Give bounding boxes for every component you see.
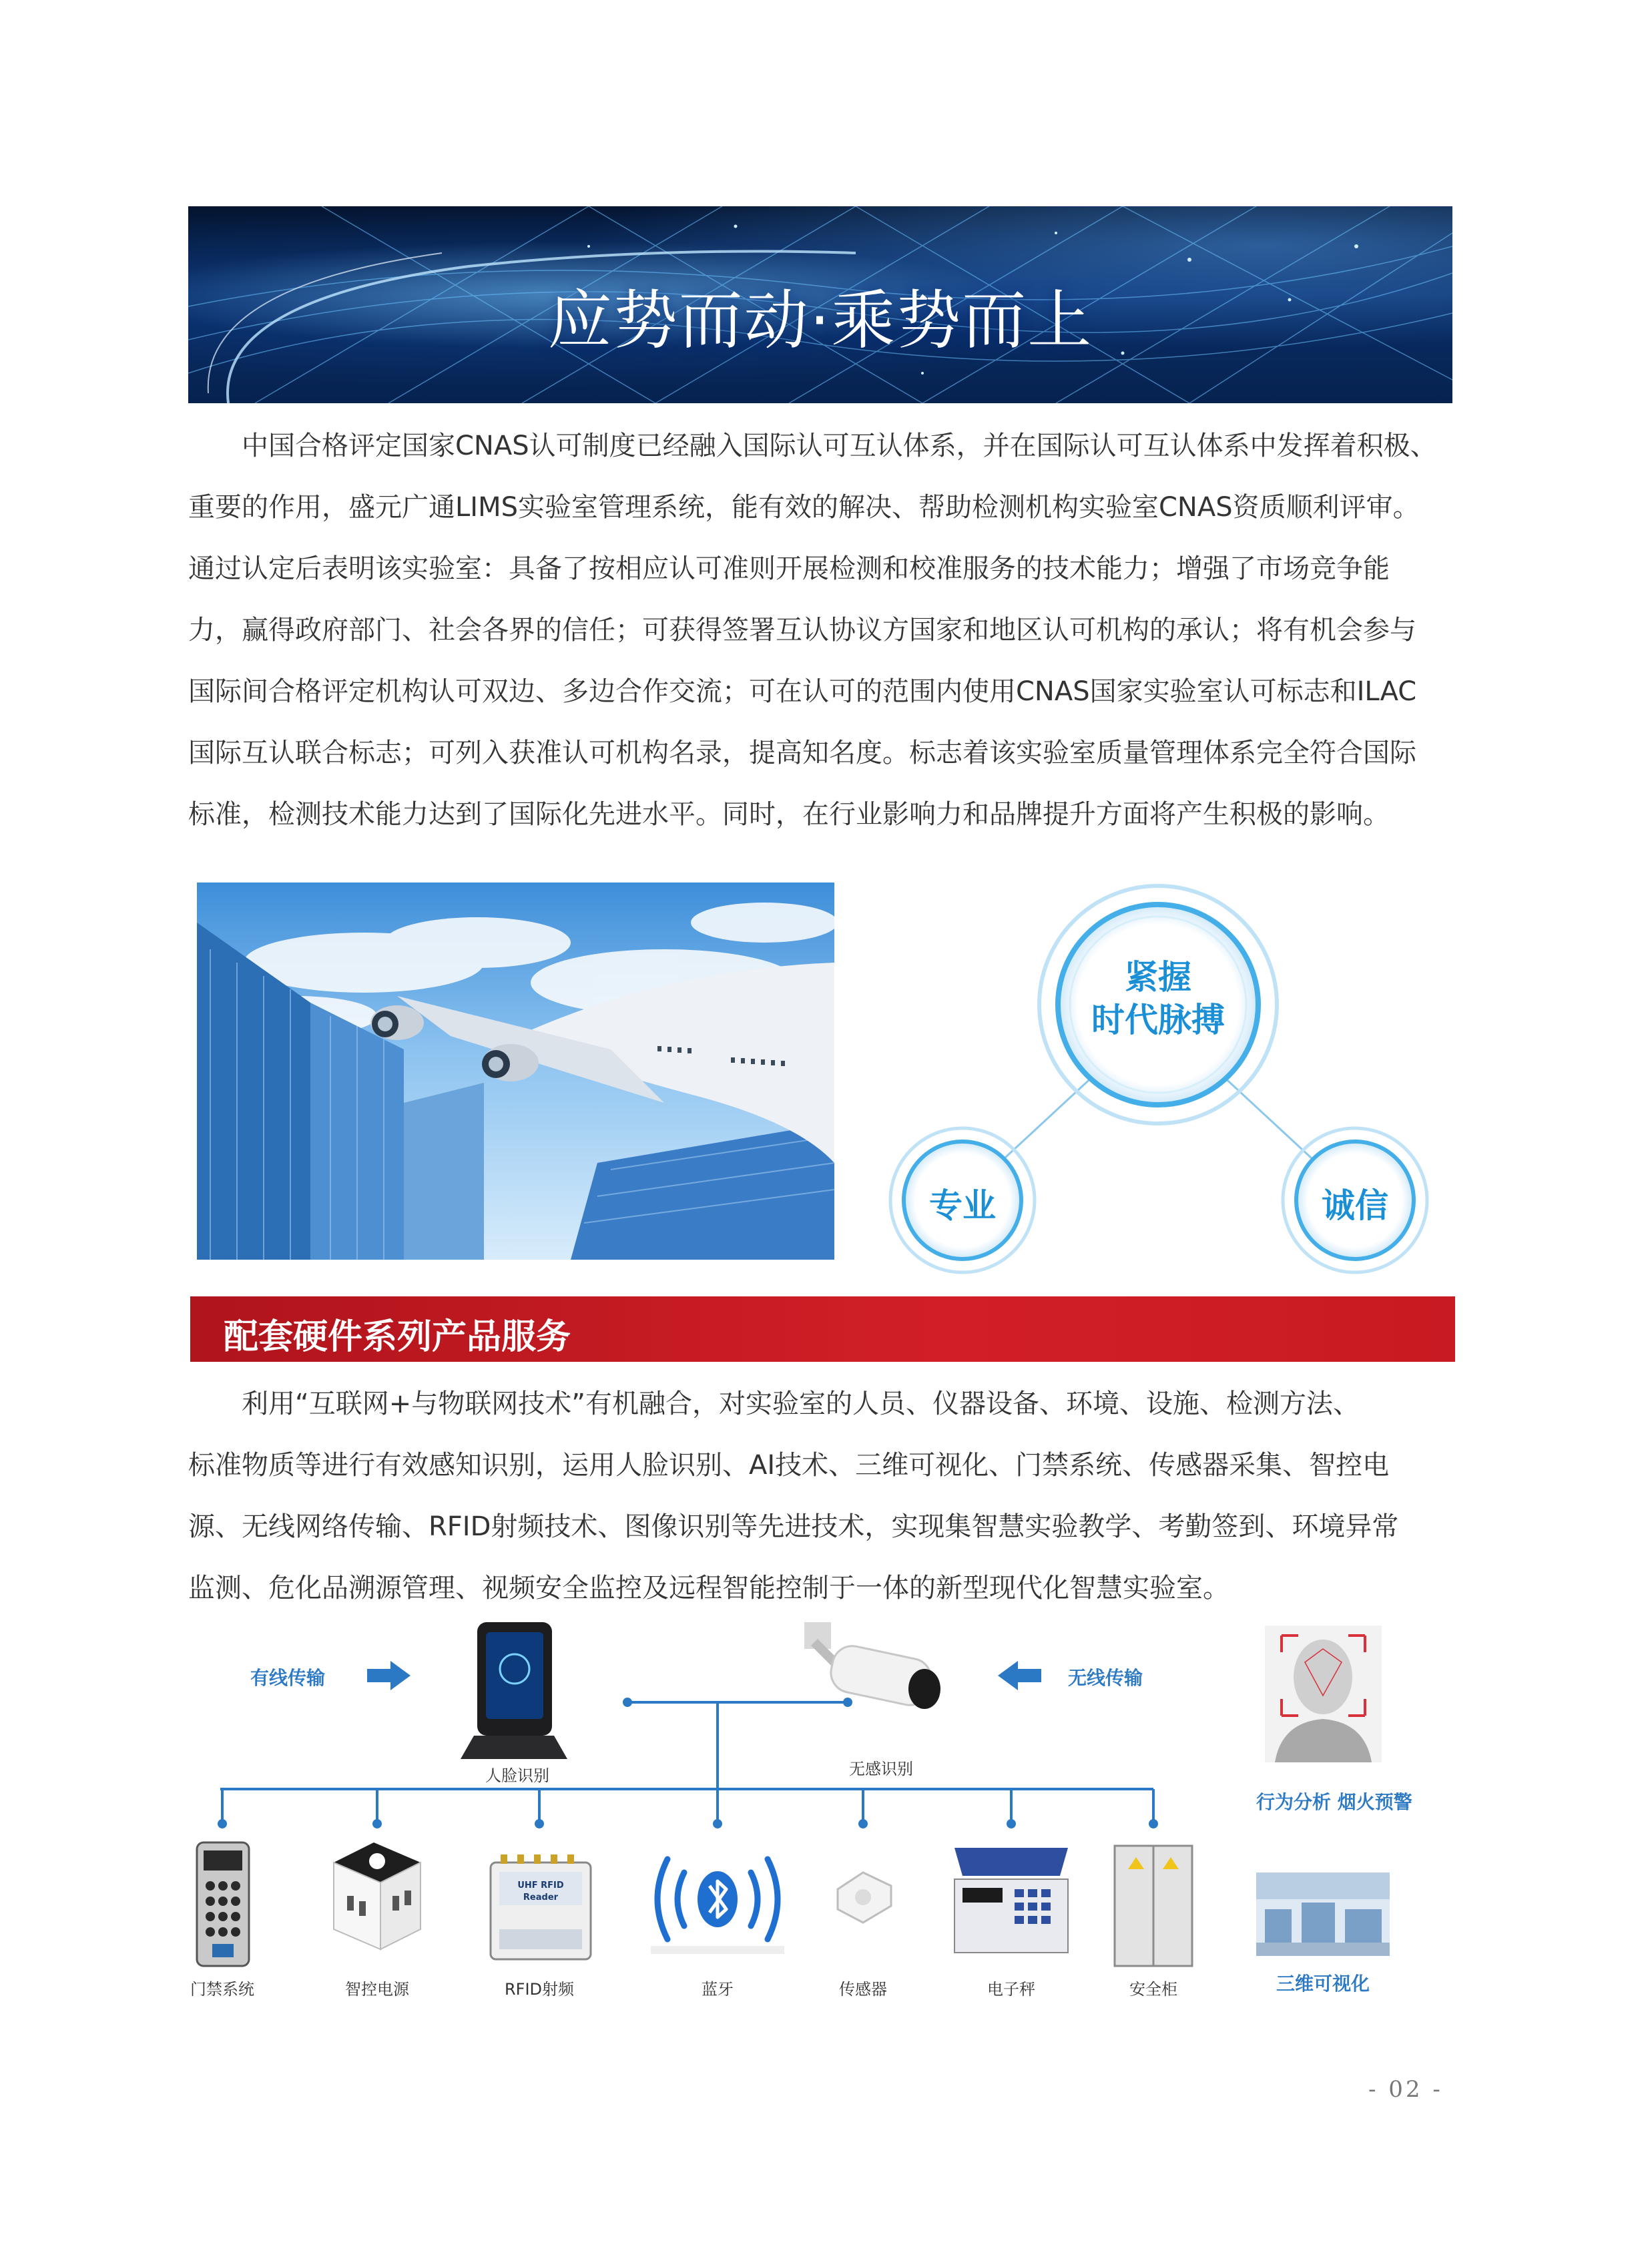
intro-line: 国际间合格评定机构认可双边、多边合作交流；可在认可的范围内使用CNAS国家实验室认可标志和ILAC xyxy=(188,676,1417,707)
hardware-diagram xyxy=(180,1615,1462,2029)
device-label-sensor: 传感器 xyxy=(839,1980,887,1999)
device-label-rfid: RFID射频 xyxy=(504,1980,575,1999)
rfid-model-label: UHF RFID xyxy=(517,1881,564,1891)
smart-power-icon xyxy=(334,1842,421,1949)
device-label-bluetooth: 蓝牙 xyxy=(702,1980,734,1999)
banner-title: 应势而动·乘势而上 xyxy=(547,283,1093,358)
page-number: - 02 - xyxy=(1368,2076,1443,2103)
hardware-line: 标准物质等进行有效感知识别，运用人脸识别、AI技术、三维可视化、门禁系统、传感器采集、智控电 xyxy=(188,1450,1390,1481)
hardware-line: 监测、危化品溯源管理、视频安全监控及远程智能控制于一体的新型现代化智慧实验室。 xyxy=(188,1573,1229,1603)
section-title: 配套硬件系列产品服务 xyxy=(224,1317,571,1357)
behavior-analysis-label: 行为分析 烟火预警 xyxy=(1256,1791,1412,1813)
intro-line: 中国合格评定国家CNAS认可制度已经融入国际认可互认体系，并在国际认可互认体系中发挥着积极、 xyxy=(242,431,1437,461)
electronic-scale-icon xyxy=(954,1848,1068,1953)
core-values-diagram xyxy=(888,875,1455,1275)
sensor-icon xyxy=(838,1873,891,1923)
hardware-connection-lines xyxy=(180,1615,1462,2029)
device-label-door: 门禁系统 xyxy=(190,1980,254,1999)
face-recognition-label: 人脸识别 xyxy=(485,1766,549,1785)
rfid-reader-icon xyxy=(491,1854,591,1959)
door-access-icon xyxy=(197,1842,249,1966)
wired-transmission-label: 有线传输 xyxy=(250,1667,326,1689)
main-circle-label: 紧握 时代脉搏 xyxy=(1091,958,1225,1039)
section-header-bar xyxy=(190,1296,1455,1362)
face-terminal-icon xyxy=(461,1622,567,1759)
device-label-power: 智控电源 xyxy=(345,1980,409,1999)
hardware-line: 源、无线网络传输、RFID射频技术、图像识别等先进技术，实现集智慧实验教学、考勤签到、环境异常 xyxy=(188,1511,1399,1542)
bluetooth-icon xyxy=(651,1859,784,1954)
camera-icon xyxy=(804,1622,940,1709)
intro-line: 标准，检测技术能力达到了国际化先进水平。同时，在行业影响力和品牌提升方面将产生积极的影响。 xyxy=(188,799,1390,830)
integrity-label: 诚信 xyxy=(1322,1186,1388,1225)
hardware-line: 利用“互联网+与物联网技术”有机融合，对实验室的人员、仪器设备、环境、设施、检测方法、 xyxy=(242,1389,1360,1419)
airplane-skyscraper-photo xyxy=(197,883,834,1260)
intro-line: 力，赢得政府部门、社会各界的信任；可获得签署互认协议方国家和地区认可机构的承认；将有机会参与 xyxy=(188,615,1416,646)
device-label-scale: 电子秤 xyxy=(987,1980,1035,1999)
intro-line: 国际互认联合标志；可列入获准认可机构名录，提高知名度。标志着该实验室质量管理体系完全符合国际 xyxy=(188,738,1416,768)
safety-cabinet-icon xyxy=(1115,1846,1192,1966)
intro-paragraph xyxy=(188,415,1456,845)
visualization-3d-label: 三维可视化 xyxy=(1276,1973,1370,1995)
lab-3d-visualization-icon xyxy=(1256,1873,1390,1956)
rfid-reader-label: Reader xyxy=(523,1893,559,1903)
camera-label: 无感识别 xyxy=(849,1760,913,1778)
wireless-transmission-label: 无线传输 xyxy=(1068,1667,1143,1689)
device-label-cabinet: 安全柜 xyxy=(1129,1980,1177,1999)
intro-line: 通过认定后表明该实验室：具备了按相应认可准则开展检测和校准服务的技术能力；增强了市场竞争能 xyxy=(188,553,1390,584)
header-banner xyxy=(188,206,1452,403)
professional-label: 专业 xyxy=(929,1186,996,1225)
face-scan-icon xyxy=(1265,1626,1382,1762)
intro-line: 重要的作用，盛元广通LIMS实验室管理系统，能有效的解决、帮助检测机构实验室CNAS资质顺利评审。 xyxy=(188,492,1420,523)
hardware-paragraph xyxy=(188,1373,1456,1619)
